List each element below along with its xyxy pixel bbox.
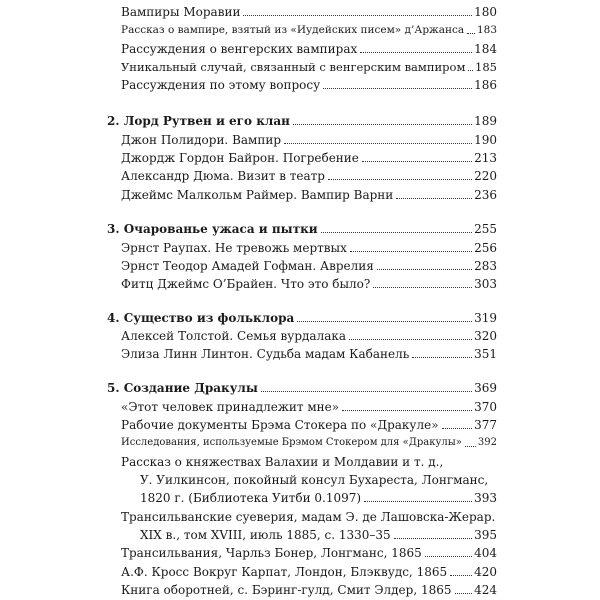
toc-entry[interactable] <box>107 272 497 292</box>
toc-entry-title: Эрнст Теодор Амадей Гофман. Аврелия <box>121 259 374 274</box>
dot-leader <box>243 15 472 16</box>
toc-entry-title: Книга оборотней, с. Бэринг-гулд, Смит Элдер, 1865 <box>121 583 452 597</box>
dot-leader <box>442 428 473 429</box>
toc-entry-page: 392 <box>477 437 497 449</box>
toc-entry-title: Эрнст Раупах. Не тревожь мертвых <box>121 240 347 255</box>
toc-entry-title: Джордж Гордон Байрон. Погребение <box>121 150 359 165</box>
toc-entry-title: Рассказ о вампире, взятый из «Иудейских писем» д’Аржанса <box>121 24 465 37</box>
toc-entry-page: 184 <box>474 41 497 56</box>
toc-entry-title: XIX в., том XVIII, июль 1885, с. 1330–35 <box>140 527 391 542</box>
toc-entry-title: Джеймс Малкольм Раймер. Вампир Варни <box>121 187 394 202</box>
toc-entry-page: 236 <box>474 187 497 202</box>
toc-entry[interactable] <box>107 413 497 433</box>
toc-entry[interactable] <box>107 164 497 184</box>
toc-entry-title: Алексей Толстой. Семья вурдалака <box>121 328 347 343</box>
toc-entry[interactable] <box>107 560 497 580</box>
toc-chapter-title: 4. Существо из фольклора <box>107 310 295 325</box>
toc-entry-title: Трансильвания, Чарльз Бонер, Лонгманс, 1865 <box>121 546 422 561</box>
toc-entry-title: Рассуждения по этому вопросу <box>121 78 321 93</box>
toc-entry-title: У. Уилкинсон, покойный консул Бухареста, Лонгманс, <box>140 472 489 487</box>
toc-entry[interactable] <box>107 505 497 525</box>
toc-chapter-title: 5. Создание Дракулы <box>107 381 258 396</box>
dot-leader <box>284 143 472 144</box>
toc-entry[interactable] <box>107 73 497 93</box>
toc-entry-page: 283 <box>474 259 497 274</box>
toc-entry[interactable] <box>107 254 497 274</box>
dot-leader <box>328 179 472 180</box>
dot-leader <box>412 357 472 358</box>
toc-chapter[interactable] <box>107 306 497 326</box>
dot-leader <box>342 410 472 411</box>
toc-chapter[interactable] <box>107 376 497 396</box>
toc-entry[interactable] <box>107 146 497 166</box>
toc-entry-page: 320 <box>474 328 497 343</box>
toc-entry-page: 404 <box>474 546 497 561</box>
toc-chapter[interactable] <box>107 217 497 237</box>
dot-leader <box>293 124 472 125</box>
dot-leader <box>455 593 473 594</box>
dot-leader <box>467 33 475 34</box>
toc-entry-continuation <box>107 468 497 488</box>
toc-entry-page: 370 <box>474 399 497 414</box>
toc-chapter-title: 3. Очарованье ужаса и пытки <box>107 222 318 237</box>
dot-leader <box>321 232 472 233</box>
dot-leader <box>373 287 472 288</box>
toc-entry-title: Рассказ о княжествах Валахии и Молдавии и т. д., <box>121 454 444 469</box>
dot-leader <box>377 269 472 270</box>
toc-entry-page: 180 <box>474 5 497 19</box>
toc-entry-page: 395 <box>474 527 497 542</box>
dot-leader <box>468 70 473 71</box>
toc-entry[interactable] <box>107 431 497 451</box>
dot-leader <box>323 88 472 89</box>
toc-entry-page: 213 <box>474 150 497 165</box>
toc-chapter-page: 255 <box>474 222 497 237</box>
toc-entry[interactable] <box>107 342 497 362</box>
toc-entry-title: Джон Полидори. Вампир <box>121 132 282 147</box>
toc-chapter-page: 189 <box>474 114 497 129</box>
toc-entry-page: 190 <box>474 132 497 147</box>
dot-leader <box>360 52 472 53</box>
toc-entry-title: Уникальный случай, связанный с венгерским вампиром <box>121 60 466 75</box>
toc-entry-page: 183 <box>476 24 497 37</box>
dot-leader <box>364 501 472 502</box>
toc-entry[interactable] <box>107 55 497 75</box>
toc-entry-title: А.Ф. Кросс Вокруг Карпат, Лондон, Блэквудс, 1865 <box>121 564 448 579</box>
dot-leader <box>350 251 472 252</box>
toc-entry[interactable] <box>107 395 497 415</box>
toc-entry[interactable] <box>107 128 497 148</box>
toc-entry-page: 424 <box>474 583 497 597</box>
toc-entry[interactable] <box>107 236 497 256</box>
toc-entry-title: «Этот человек принадлежит мне» <box>121 399 340 414</box>
toc-entry-title: Исследования, используемые Брэмом Стокером для «Дракулы» <box>121 437 462 449</box>
toc-entry-page: 185 <box>475 60 497 75</box>
toc-entry-title: Александр Дюма. Визит в театр <box>121 169 325 184</box>
toc-chapter-page: 319 <box>474 310 497 325</box>
toc-chapter-page: 369 <box>474 381 497 396</box>
toc-entry-title: 1820 г. (Библиотека Уитби 0.1097) <box>140 491 362 506</box>
dot-leader <box>425 556 472 557</box>
toc-chapter-title: 2. Лорд Рутвен и его клан <box>107 114 290 129</box>
toc-entry-page: 351 <box>474 347 497 362</box>
toc-entry[interactable] <box>107 18 497 38</box>
toc-entry-continuation[interactable] <box>107 523 497 543</box>
toc-entry-page: 186 <box>474 78 497 93</box>
toc-entry-page: 256 <box>474 240 497 255</box>
dot-leader <box>297 321 472 322</box>
toc-entry-page: 420 <box>474 564 497 579</box>
toc-entry[interactable] <box>107 324 497 344</box>
toc-entry[interactable] <box>107 183 497 203</box>
toc-entry-title: Трансильванские суеверия, мадам Э. де Лашовска-Жерар. <box>121 509 496 524</box>
toc-entry-title: Фитц Джеймс О’Брайен. Что это было? <box>121 277 371 292</box>
toc-entry-continuation[interactable] <box>107 486 497 506</box>
dot-leader <box>465 446 476 447</box>
toc-entry-title: Рассуждения о венгерских вампирах <box>121 41 358 56</box>
toc-entry[interactable] <box>107 541 497 561</box>
toc-entry[interactable] <box>107 578 497 598</box>
toc-entry[interactable] <box>107 0 497 20</box>
toc-entry-title: Вампиры Моравии <box>121 5 241 19</box>
toc-chapter[interactable] <box>107 109 497 129</box>
toc-entry[interactable] <box>107 450 497 470</box>
dot-leader <box>362 161 472 162</box>
dot-leader <box>450 575 472 576</box>
dot-leader <box>349 339 472 340</box>
dot-leader <box>261 391 472 392</box>
toc-entry-page: 220 <box>474 169 497 184</box>
dot-leader <box>394 538 472 539</box>
toc-entry-page: 393 <box>474 491 497 506</box>
toc-entry-page: 377 <box>474 417 497 432</box>
toc-entry-title: Рабочие документы Брэма Стокера по «Дракуле» <box>121 417 439 432</box>
toc-entry[interactable] <box>107 37 497 57</box>
toc-entry-page: 303 <box>474 277 497 292</box>
dot-leader <box>396 198 472 199</box>
toc-entry-title: Элиза Линн Линтон. Судьба мадам Кабанель <box>121 347 410 362</box>
